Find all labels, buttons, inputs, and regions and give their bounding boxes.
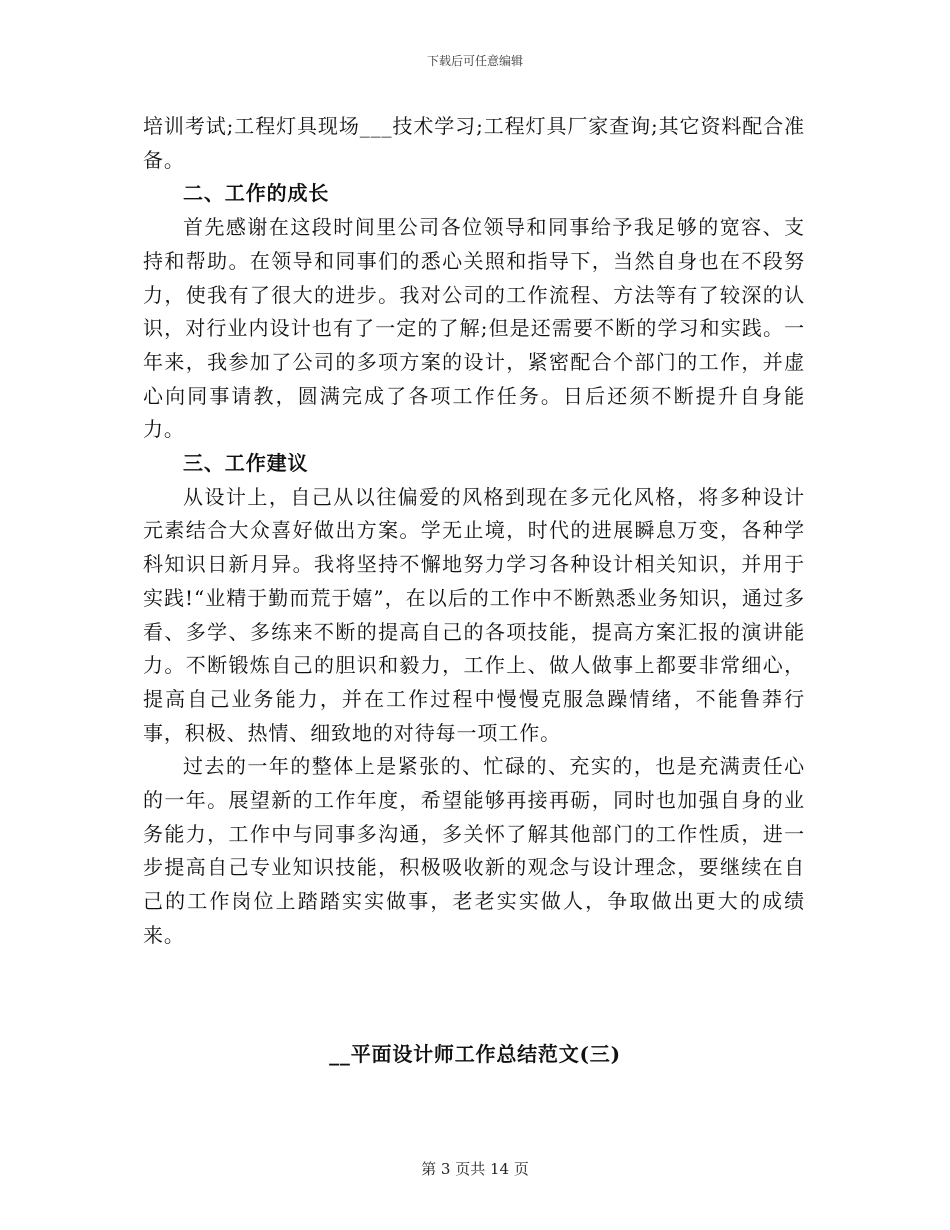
- heading-growth: 二、工作的成长: [183, 181, 330, 206]
- section-title: __平面设计师工作总结范文(三): [329, 1042, 621, 1066]
- page-header: 下载后可任意编辑: [426, 54, 523, 68]
- paragraph-growth: 首先感谢在这段时间里公司各位领导和同事给予我足够的宽容、支持和帮助。在领导和同事们的悉心关照和指导下，当然自身也在不段努力，使我有了很大的进步。我对公司的工作流程、方法等有了较深的认识，对行业内设计也有了一定的了解;但是还需要不断的学习和实践。一年来，我参加了公司的多项方案的设计，紧密配合个部门的工作，并虚心向同事请教，圆满完成了各项工作任务。日后还须不断提升自身能力。: [143, 215, 805, 442]
- document-body: [143, 110, 805, 953]
- heading-suggestions: 三、工作建议: [183, 451, 309, 476]
- paragraph-suggestions: 从设计上，自己从以往偏爱的风格到现在多元化风格，将多种设计元素结合大众喜好做出方案。学无止境，时代的进展瞬息万变，各种学科知识日新月异。我将坚持不懈地努力学习各种设计相关知识，并用于实践!“业精于勤而荒于嬉”，在以后的工作中不断熟悉业务知识，通过多看、多学、多练来不断的提高自己的各项技能，提高方案汇报的演讲能力。不断锻炼自己的胆识和毅力，工作上、做人做事上都要非常细心，提高自己业务能力，并在工作过程中慢慢克服急躁情绪，不能鲁莽行事，积极、热情、细致地的对待每一项工作。: [143, 484, 805, 745]
- page-footer: 第 3 页共 14 页: [421, 1160, 529, 1178]
- paragraph-training: 培训考试;工程灯具现场___技术学习;工程灯具厂家查询;其它资料配合准备。: [143, 114, 805, 172]
- paragraph-conclusion: 过去的一年的整体上是紧张的、忙碌的、充实的，也是充满责任心的一年。展望新的工作年度，希望能够再接再砺，同时也加强自身的业务能力，工作中与同事多沟通，多关怀了解其他部门的工作性质，进一步提高自己专业知识技能，积极吸收新的观念与设计理念，要继续在自己的工作岗位上踏踏实实做事，老老实实做人，争取做出更大的成绩来。: [143, 754, 805, 947]
